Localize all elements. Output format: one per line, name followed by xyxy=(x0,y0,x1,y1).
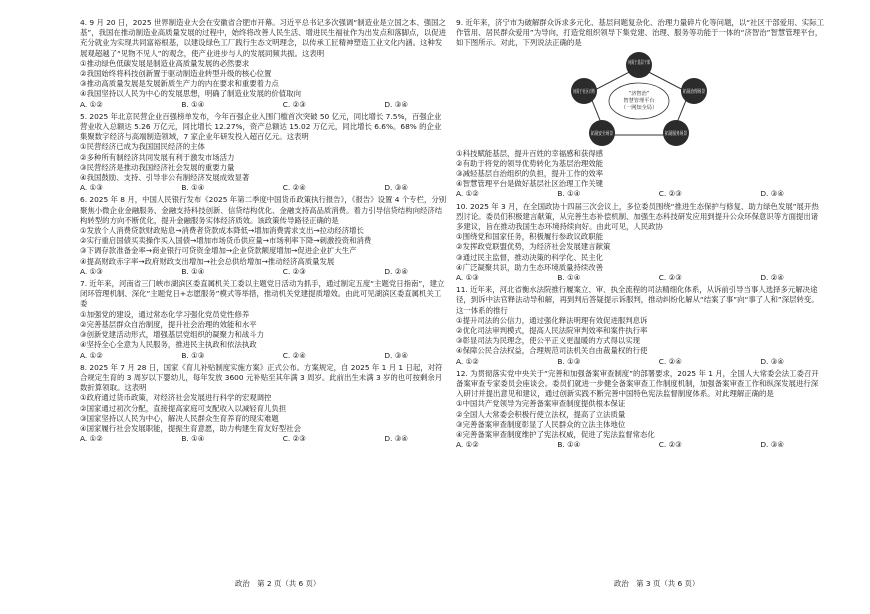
choice-c: C. ②③ xyxy=(658,273,682,283)
choice-a: A. ①③ xyxy=(80,266,103,276)
node-left-label: 问需于社区百姓 xyxy=(573,88,610,95)
option-statement: ②我国始终将科技创新置于驱动制造业转型升级的核心位置 xyxy=(80,69,272,79)
choice-d: D. ③④ xyxy=(384,183,408,193)
choice-b: B. ①④ xyxy=(181,266,205,276)
option-statement: ④保障公民合法权益，合理规范司法机关自由裁量权的行使 xyxy=(456,346,648,356)
answer-choices xyxy=(80,183,448,193)
choice-b: B. ①③ xyxy=(181,350,205,360)
question-4 xyxy=(80,18,448,110)
option-statement: ③下调存款准备金率→商业银行可贷资金增加→企业贷款额度增加→促进企业扩大生产 xyxy=(80,246,357,256)
center-label-line2: 智慧管理平台 xyxy=(623,97,655,104)
option-statement: ③推动高质量发展是发展新质生产力的内在要求和重要着力点 xyxy=(80,79,279,89)
choice-c: C. ②③ xyxy=(658,440,682,450)
option-statement: ①加强党的建设，通过常态化学习强化党员党性修养 xyxy=(80,309,250,319)
choice-d: D. ③④ xyxy=(760,189,784,199)
option-statement: ③国家坚持以人民为中心，解决人民群众生育养育的现实难题 xyxy=(80,413,279,423)
choice-a: A. ①② xyxy=(80,434,103,444)
question-11 xyxy=(456,285,824,367)
answer-choices xyxy=(80,434,448,444)
choice-d: D. ③④ xyxy=(384,434,408,444)
answer-choices xyxy=(456,189,824,199)
option-statement: ④完善备案审查制度维护了宪法权威，促进了宪法监督常态化 xyxy=(456,430,655,440)
option-statement: ④坚持全心全意为人民服务，推进民主执政和依法执政 xyxy=(80,340,257,350)
question-10 xyxy=(456,202,824,284)
question-stem: 12. 为贯彻落实党中央关于“完善和加强备案审查制度”的部署要求，2025 年 1 月，全国人大常委会法工委召开备案审查专家委员会座谈会。委员们就进一步健全备案审查工作制度机制，加强备案审查工作和纵深发展进行深入研讨并提出意见和建议，通过创新实践不断完善中国特色宪法监督制度体系。对此理解正确的是 xyxy=(456,368,819,399)
question-9 xyxy=(456,18,824,200)
right-page-column xyxy=(456,18,824,453)
center-label-line3: （一网知全局） xyxy=(620,104,658,111)
option-statement: ①推动绿色低碳发展是制造业高质量发展的必然要求 xyxy=(80,58,250,68)
option-statement: ④我国坚持以人民为中心的发展思想，明确了制造业发展的价值取向 xyxy=(80,89,301,99)
choice-d: D. ③④ xyxy=(760,440,784,450)
question-stem: 9. 近年来，济宁市为破解群众诉求多元化、基层问题复杂化、治理力量碎片化等问题，以“社区干部爱用、实际工作管用、居民群众爱用”为导向，打造党组织领导下集党建、治理、服务等功能于一体的“济智治”智慧管理平台，如下图所示。对此，下列说法正确的是 xyxy=(456,18,824,48)
option-statement: ④国家履行社会发展职能，提振生育意愿，助力构建生育友好型社会 xyxy=(80,423,301,433)
option-statement: ②有助于将党的领导优势转化为基层治理效能 xyxy=(456,158,604,168)
option-statement: ①科技赋能基层，提升百姓的幸福感和获得感 xyxy=(456,148,604,158)
choice-c: C. ②③ xyxy=(282,434,306,444)
choice-c: C. ②③ xyxy=(282,266,306,276)
question-stem: 10. 2025 年 3 月，在全国政协十四届三次会议上，多位委员围绕“推进生态保护与修复、助力绿色发展”展开热烈讨论。委员们积极建言献策，从完善生态补偿机制、加强生态科技研发应用到提升公众环保意识等方面提出诸多建议，旨在推动我国生态环境持续向好。由此可见，人民政协 xyxy=(456,201,819,232)
page-footer-right: 政治 第 3 页（共 6 页） xyxy=(614,579,700,588)
choice-c: C. ②④ xyxy=(282,183,306,193)
option-statement: ④提高财政赤字率→政府财政支出增加→社会总供给增加→推动经济高质量发展 xyxy=(80,256,335,266)
choice-b: B. ①④ xyxy=(181,99,205,109)
choice-b: B. ①④ xyxy=(557,440,581,450)
node-top-label: 问需于基层干部 xyxy=(628,59,665,66)
option-statement: ②完善基层群众自治制度，提升社会治理的效能和水平 xyxy=(80,319,257,329)
question-stem: 8. 2025 年 7 月 28 日，国家《育儿补贴制度实施方案》正式公布。方案规定，自 2025 年 1 月 1 日起，对符合规定生育的 3 周岁以下婴幼儿，每年发放 3600 元补贴至其年满 3 周岁。此前出生未满 3 岁的也可按剩余月数折算领取。这表明 xyxy=(80,362,443,393)
choice-b: B. ①④ xyxy=(557,273,581,283)
governance-platform-diagram xyxy=(456,51,824,147)
choice-b: B. ①③ xyxy=(557,356,581,366)
option-statement: ③通过民主监督，推动决策的科学化、民主化 xyxy=(456,252,604,262)
choice-a: A. ①② xyxy=(80,99,103,109)
choice-a: A. ①③ xyxy=(456,273,479,283)
choice-c: C. ②③ xyxy=(282,99,306,109)
choice-d: D. ③④ xyxy=(384,99,408,109)
option-statement: ②多种所有制经济共同发展有利于激发市场活力 xyxy=(80,152,235,162)
option-statement: ③完善备案审查制度彰显了人民群众的立法主体地位 xyxy=(456,419,626,429)
center-label-line1: “济智治” xyxy=(628,90,650,97)
option-statement: ①发放个人消费贷款财政贴息→消费者贷款成本降低→增加消费需求支出→拉动经济增长 xyxy=(80,226,364,236)
question-12 xyxy=(456,369,824,451)
page-footer-left: 政治 第 2 页（共 6 页） xyxy=(235,579,321,588)
choice-d: D. ③④ xyxy=(760,356,784,366)
question-stem: 5. 2025 年北京民营企业百强榜单发布，今年百强企业入围门槛首次突破 50 亿元，同比增长 7.5%，百强企业营业收入总额达 5.26 万亿元，同比增长 12.27%，资产总额达 15.02 万亿元，同比增长 6.6%。68% 的企业集聚数字经济与高端制造领域，7 家企业年研发投入超百亿元。这表明 xyxy=(80,111,442,142)
option-statement: ④广泛凝聚共识，助力生态环境质量持续改善 xyxy=(456,262,604,272)
question-stem: 11. 近年来，河北省衡水法院推行履案立、审、执全流程的司法精细化体系，从诉前引导当事人选择多元解决途径，到诉中法官释法动导和解，再到判后答疑提示诉服判，推动纠纷化解从“结案了事”向“事了人和”深层转变。这一体系的推行 xyxy=(456,285,819,315)
node-bottom-right-label: 拓展服务场景 xyxy=(665,130,697,137)
answer-choices xyxy=(456,357,824,367)
choice-a: A. ①② xyxy=(456,189,479,199)
option-statement: ①围绕党和国家任务，积极履行参政议政职能 xyxy=(456,232,604,242)
choice-a: A. ①② xyxy=(80,350,103,360)
option-statement: ③民营经济是推动我国经济社会发展的重要力量 xyxy=(80,162,235,172)
choice-c: C. ②③ xyxy=(658,189,682,199)
left-page-column xyxy=(80,18,448,446)
option-statement: ①中国共产党领导为完善备案审查制度提供根本保证 xyxy=(456,399,626,409)
option-statement: ②实行重启国债买卖操作买入国债→增加市场货币供应量→市场利率下降→刺激投资和消费 xyxy=(80,236,372,246)
option-statement: ①政府通过货币政策，对经济社会发展进行科学的宏观调控 xyxy=(80,393,272,403)
option-statement: ②国家通过初次分配，直接提高家庭可支配收入以减轻育儿负担 xyxy=(80,403,287,413)
question-7 xyxy=(80,279,448,361)
node-right-label: 拓展治理场景 xyxy=(683,88,715,95)
choice-a: A. ①② xyxy=(456,356,479,366)
choice-b: B. ①④ xyxy=(181,183,205,193)
option-statement: ②发挥政党联盟优势，为经济社会发展建言献策 xyxy=(456,242,611,252)
option-statement: ④我国鼓励、支持、引导非公有制经济发展成效显著 xyxy=(80,173,250,183)
answer-choices xyxy=(456,440,824,450)
answer-choices xyxy=(80,351,448,361)
option-statement: ③彰显司法为民理念，使公平正义更温暖的方式得以实现 xyxy=(456,336,641,346)
option-statement: ③减轻基层自治组织的负担，提升工作的效率 xyxy=(456,169,604,179)
choice-a: A. ①③ xyxy=(80,183,103,193)
answer-choices xyxy=(80,267,448,277)
choice-c: C. ②④ xyxy=(282,350,306,360)
option-statement: ④智慧管理平台是做好基层社区治理工作关键 xyxy=(456,179,604,189)
choice-c: C. ②④ xyxy=(658,356,682,366)
option-statement: ①民营经济已成为我国国民经济的主体 xyxy=(80,142,205,152)
answer-choices xyxy=(456,273,824,283)
pentagon-diagram-svg xyxy=(544,51,734,147)
option-statement: ①提升司法的公信力，通过强化释法明理有效促进服判息诉 xyxy=(456,315,648,325)
choice-d: D. ②④ xyxy=(760,273,784,283)
question-stem: 6. 2025 年 8 月，中国人民银行发布《2025 年第二季度中国货币政策执行报告》，《报告》设置 4 个专栏，分别聚焦小微企业金融服务、金融支持科技创新、信贷结构优化、金融支持高品质消费。着力引导信贷结构向经济结构转型的方向不断优化，提升金融服务实体经济质效。该政策传导路径正确的是 xyxy=(80,195,447,225)
question-5 xyxy=(80,112,448,194)
question-6 xyxy=(80,195,448,277)
question-stem: 4. 9 月 20 日，2025 世界制造业大会在安徽省合肥市开幕。习近平总书记多次强调“制造业是立国之本、强国之基”，我国在推动制造业高质量发展的过程中，始终将改善人民生活、增进民生福祉作为出发点和落脚点，以促进充分就业为实现共同富裕根基，以建设绿色工厂践行生态文明理念，以传承工匠精神塑造工业文化内涵。这种发展观超越了“见物不见人”的观念，使产业进步与人的发展同频共振。这表明 xyxy=(80,18,446,58)
option-statement: ②优化司法审判模式，提高人民法院审判效率和案件执行率 xyxy=(456,326,648,336)
choice-d: D. ③④ xyxy=(384,350,408,360)
choice-a: A. ①② xyxy=(456,440,479,450)
choice-d: D. ②④ xyxy=(384,266,408,276)
question-stem: 7. 近年来，河南省三门峡市湖滨区委直属机关工委以主题党日活动为抓手，通过制定五度“主题党日指南”，建立闭环管理机制、深化“主题党日+志愿服务”模式等举措，推动机关党建提质增效。由此可见湖滨区委直属机关工委 xyxy=(80,279,445,309)
choice-b: B. ①④ xyxy=(557,189,581,199)
option-statement: ②全国人大常委会积极行使立法权，提高了立法质量 xyxy=(456,409,626,419)
option-statement: ③创新党建活动形式，增强基层党组织的凝聚力和战斗力 xyxy=(80,330,265,340)
node-bottom-left-label: 拓展安全场景 xyxy=(591,130,623,137)
choice-b: B. ①④ xyxy=(181,434,205,444)
answer-choices xyxy=(80,100,448,110)
question-8 xyxy=(80,363,448,445)
